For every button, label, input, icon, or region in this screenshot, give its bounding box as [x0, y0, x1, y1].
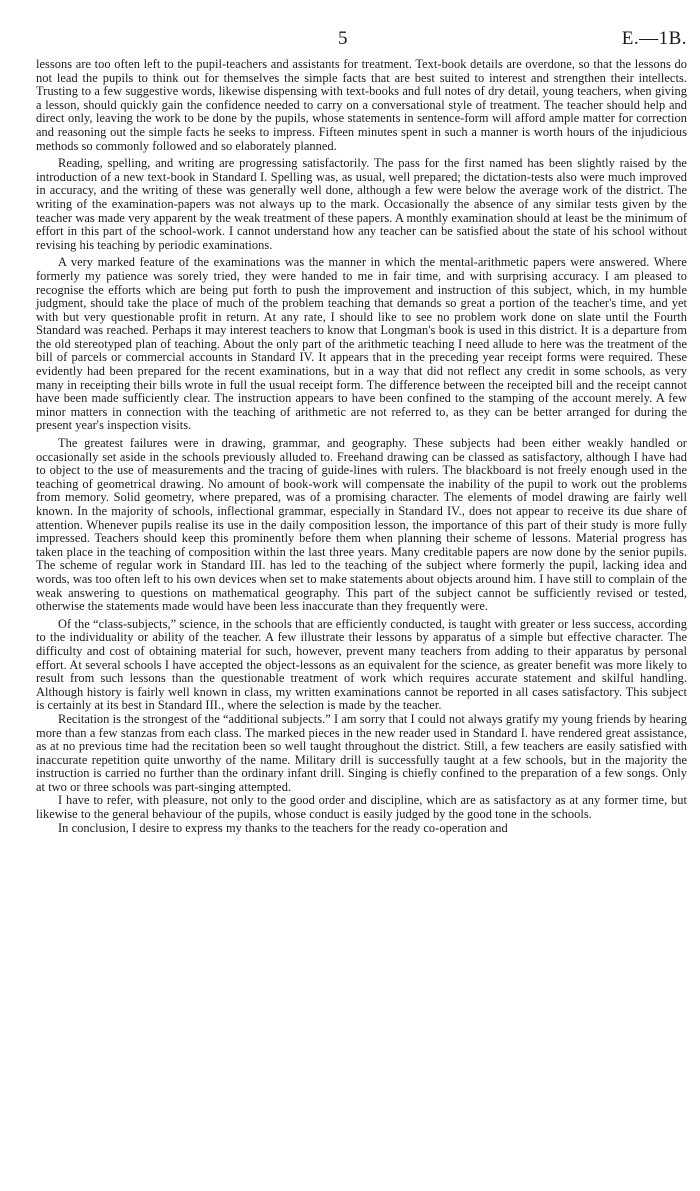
document-page — [36, 28, 687, 835]
page-number: 5 — [338, 28, 348, 49]
report-body — [36, 58, 687, 835]
paragraph-order-discipline: I have to refer, with pleasure, not only to the good order and discipline, which are as satisfactory as at any former time, but likewise to the general behaviour of the pupils, whose conduct is easily judged by the good tone in the schools. — [36, 793, 687, 822]
paragraph-lessons-treatment: lessons are too often left to the pupil-teachers and assistants for treatment. Text-book details are overdone, so that the lessons do not lead the pupils to think out for themselves the simple facts that are best suited to interest and strengthen their intellects. Trusting to a few suggestive words, likewise dispensing with text-books and full notes of dry detail, young teachers, when giving a lesson, should quickly gain the confidence needed to carry on a conversational style of treatment. The teacher should help and direct only, leaving the work to be done by the pupils, whose statements in sentence-form will afford ample matter for correction and reasoning out the simple facts he seeks to impress. Fifteen minutes spent in such a manner is worth hours of the injudicious methods so commonly followed and so elaborately planned. — [36, 57, 687, 153]
paragraph-reading-spelling-writing: Reading, spelling, and writing are progressing satisfactorily. The pass for the first named has been slightly raised by the introduction of a new text-book in Standard I. Spelling was, as usual, well prepared; the dictation-tests also were much improved in accuracy, and the writing of these was generally well done, although a few were below the average work of the district. The writing of the examination-papers was not always up to the mark. Occasionally the absence of any similar tests given by the teacher was made very apparent by the weak treatment of these papers. A monthly examination should at least be the minimum of effort in this part of the school-work. I cannot understand how any teacher can be satisfied about the state of his school without revising his teaching by periodic examinations. — [36, 156, 687, 252]
paragraph-drawing-grammar-geography: The greatest failures were in drawing, grammar, and geography. These subjects had been either weakly handled or occasionally set aside in the schools previously alluded to. Freehand drawing can be classed as satisfactory, although I have had to object to the use of measurements and the tracing of guide-lines with rulers. The blackboard is not freely enough used in the teaching of geometrical drawing. No amount of book-work will compensate the inability of the pupil to work out the problems from memory. Solid geometry, where prepared, was of a promising character. The elements of model drawing are fairly well known. In the majority of schools, inflectional grammar, especially in Standard IV., does not appear to receive its due share of attention. Whenever pupils realise its use in the daily composition lesson, the importance of this part of their study is more fully impressed. Teachers should keep this prominently before them when planning their scheme of lessons. Material progress has taken place in the teaching of composition within the last three years. Many creditable papers are now done by the senior pupils. The scheme of regular work in Standard III. has led to the teaching of the subject where formerly the pupil, lacking idea and words, was too often left to his own devices when set to make statements about objects around him. I have still to complain of the weak answering to questions on mathematical geography. This part of the subject cannot be sufficiently revised or tested, otherwise the statements made would have been less inaccurate than they frequently were. — [36, 436, 687, 614]
paragraph-recitation: Recitation is the strongest of the “additional subjects.” I am sorry that I could not always gratify my young friends by hearing more than a few stanzas from each class. The marked pieces in the new reader used in Standard I. have rendered great assistance, as at no previous time had the recitation been so well taught throughout the district. Still, a few teachers are easily satisfied with inaccurate repetition quite unworthy of the name. Military drill is successfully taught at a few schools, but in the majority the instruction is carried no further than the ordinary infant drill. Singing is chiefly confined to the preparation of a few songs. Only at two or three schools was part-singing attempted. — [36, 711, 687, 794]
document-reference: E.—1B. — [621, 28, 687, 49]
paragraph-class-subjects: Of the “class-subjects,” science, in the schools that are efficiently conducted, is taught with greater or less success, according to the individuality or ability of the teacher. A few illustrate their lessons by apparatus of a simple but effective character. The difficulty and cost of obtaining material for such, however, prevent many teachers from adding to their apparatus by personal effort. At several schools I have accepted the object-lessons as an equivalent for the science, as greater benefit was more likely to result from such lessons than the questionable treatment of work which requires accurate statement and skilful handling. Although history is fairly well known in class, my written examinations cannot be reported in all cases satisfactory. This subject is certainly at its best in Standard III., where the selection is made by the teacher. — [36, 616, 687, 713]
page-header — [36, 28, 687, 58]
paragraph-conclusion: In conclusion, I desire to express my thanks to the teachers for the ready co-operation and — [58, 820, 508, 835]
paragraph-mental-arithmetic: A very marked feature of the examinations was the manner in which the mental-arithmetic papers were answered. Where formerly my patience was sorely tried, they were handed to me in fair time, and with surprising accuracy. I am pleased to recognise the efforts which are being put forth to push the improvement and instruction of this subject, which, in my humble judgment, should take the place of much of the problem teaching that demands so great a portion of the teacher's time, and yet with but very questionable profit in return. At any rate, I should like to see no problem work done on slate until the Fourth Standard was reached. Perhaps it may interest teachers to know that Longman's book is used in this district. It is a departure from the old stereotyped plan of teaching. About the only part of the arithmetic teaching I need allude to here was the treatment of the bill of parcels or commercial accounts in Standard IV. It appears that in the preceding year receipt forms were required. These evidently had been prepared for the recent examinations, but in a way that did not reflect any credit in some schools, as very many in receipting their bills wrote in full the usual receipt form. The difference between the receipted bill and the receipt cannot have been made sufficiently clear. The instruction appears to have been confined to the stamping of the account merely. A few minor matters in connection with the teaching of arithmetic are not referred to, as they can be better arranged for during the present year's inspection visits. — [36, 255, 687, 433]
